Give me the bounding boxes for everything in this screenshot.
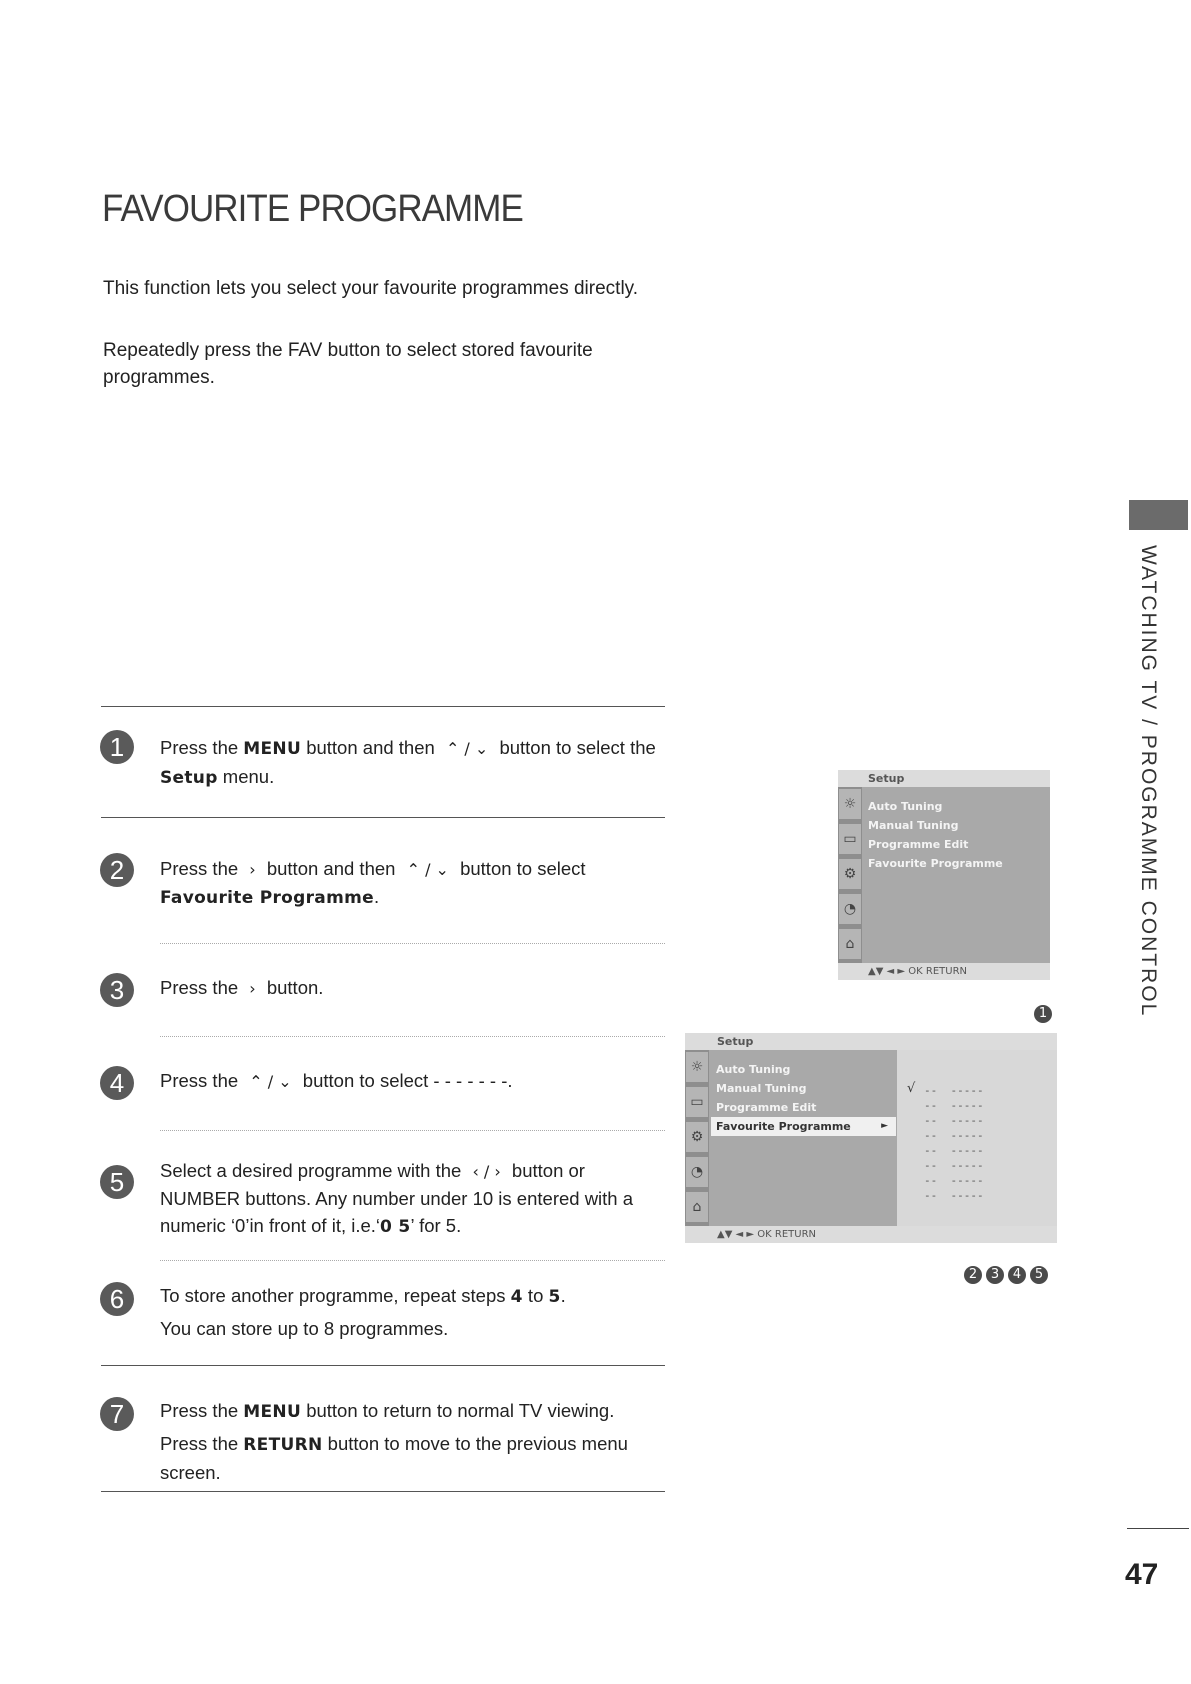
osd-footer: ▲▼ ◄ ► OK RETURN [685,1226,1057,1243]
picture-icon: ▭ [686,1087,708,1117]
picture-icon: ▭ [839,824,861,854]
left-right-icon: ‹ / › [472,1162,501,1181]
check-mark-icon: √ [907,1081,916,1096]
page-number: 47 [1125,1558,1159,1591]
osd-setup-menu [838,770,1050,980]
divider [101,817,665,818]
section-tab [1129,500,1188,530]
timer-icon: ◔ [839,894,861,924]
step-7: Press the MENU button to return to normal TV viewing. Press the RETURN button to move to the previous menu screen. [160,1400,628,1483]
favourite-slot[interactable]: -- ----- [924,1174,984,1187]
right-arrow-icon: › [249,979,256,998]
osd-icon-column [838,787,862,963]
section-label: WATCHING TV / PROGRAMME CONTROL [1137,545,1160,1018]
osd-icon-column [685,1050,709,1226]
step-number-badge: 4 [100,1066,134,1100]
submenu-arrow-icon: ► [881,1121,888,1131]
menu-item-favourite-programme-selected[interactable]: Favourite Programme ► [711,1117,896,1136]
callout-group [960,1265,1048,1284]
callout-badge: 1 [1034,1005,1052,1023]
lock-icon: ⌂ [686,1192,708,1222]
menu-item-auto-tuning[interactable]: Auto Tuning [868,800,943,813]
page-number-rule [1127,1528,1189,1529]
callout-badge: 4 [1008,1266,1026,1284]
lock-icon: ⌂ [839,929,861,959]
step-number-badge: 3 [100,973,134,1007]
divider-dotted [160,1130,665,1131]
menu-item-manual-tuning[interactable]: Manual Tuning [716,1082,807,1095]
step-4: Press the ⌃ / ⌄ button to select - - - - - - -. [160,1070,513,1091]
step-2: Press the › button and then ⌃ / ⌄ button to select Favourite Programme. [160,858,586,908]
step-5: Select a desired programme with the ‹ / › button or NUMBER buttons. Any number under 10 is entered with a numeric ‘0’in front of it, i.e.‘0 5’ for 5. [160,1160,634,1237]
step-6: To store another programme, repeat steps 4 to 5. You can store up to 8 programmes. [160,1285,566,1339]
page-title: FAVOURITE PROGRAMME [102,188,523,230]
divider [101,1365,665,1366]
divider [101,706,665,707]
callout-badge: 3 [986,1266,1004,1284]
favourite-slot[interactable]: -- ----- [924,1159,984,1172]
menu-item-programme-edit[interactable]: Programme Edit [716,1101,817,1114]
osd-footer: ▲▼ ◄ ► OK RETURN [838,963,1050,980]
menu-item-favourite-programme[interactable]: Favourite Programme [868,857,1003,870]
right-arrow-icon: › [249,860,256,879]
tuning-icon: ☼ [686,1052,708,1082]
osd-menu-list [711,1060,896,1136]
menu-item-programme-edit[interactable]: Programme Edit [868,838,969,851]
osd-header: Setup [685,1033,1057,1050]
step-3: Press the › button. [160,977,324,998]
callout-badge: 5 [1030,1266,1048,1284]
favourite-list-panel [897,1050,1057,1226]
osd-favourite-menu [685,1033,1057,1243]
favourite-slot[interactable]: -- ----- [924,1114,984,1127]
tuning-icon: ☼ [839,789,861,819]
callout-group [1030,1004,1052,1023]
favourite-slot[interactable]: -- ----- [924,1084,984,1097]
favourite-slots [924,1083,984,1203]
step-number-badge: 2 [100,853,134,887]
step-number-badge: 6 [100,1282,134,1316]
intro-text: This function lets you select your favourite programmes directly. [103,278,639,299]
osd-header: Setup [838,770,1050,787]
osd-menu-list [863,797,1048,873]
divider-dotted [160,1260,665,1261]
menu-item-auto-tuning[interactable]: Auto Tuning [716,1063,791,1076]
divider-dotted [160,1036,665,1037]
step-number-badge: 7 [100,1397,134,1431]
up-down-icon: ⌃ / ⌄ [406,860,449,879]
up-down-icon: ⌃ / ⌄ [249,1072,292,1091]
step-1: Press the MENU button and then ⌃ / ⌄ button to select the Setup menu. [160,737,656,788]
gear-icon: ⚙ [839,859,861,889]
timer-icon: ◔ [686,1157,708,1187]
divider [101,1491,665,1492]
instruction-text: Repeatedly press the FAV button to select stored favourite programmes. [103,340,593,388]
callout-badge: 2 [964,1266,982,1284]
up-down-icon: ⌃ / ⌄ [445,739,489,758]
divider-dotted [160,943,665,944]
step-number-badge: 5 [100,1165,134,1199]
favourite-slot[interactable]: -- ----- [924,1129,984,1142]
menu-item-manual-tuning[interactable]: Manual Tuning [868,819,959,832]
gear-icon: ⚙ [686,1122,708,1152]
favourite-slot[interactable]: -- ----- [924,1144,984,1157]
favourite-slot[interactable]: -- ----- [924,1099,984,1112]
favourite-slot[interactable]: -- ----- [924,1189,984,1202]
step-number-badge: 1 [100,730,134,764]
